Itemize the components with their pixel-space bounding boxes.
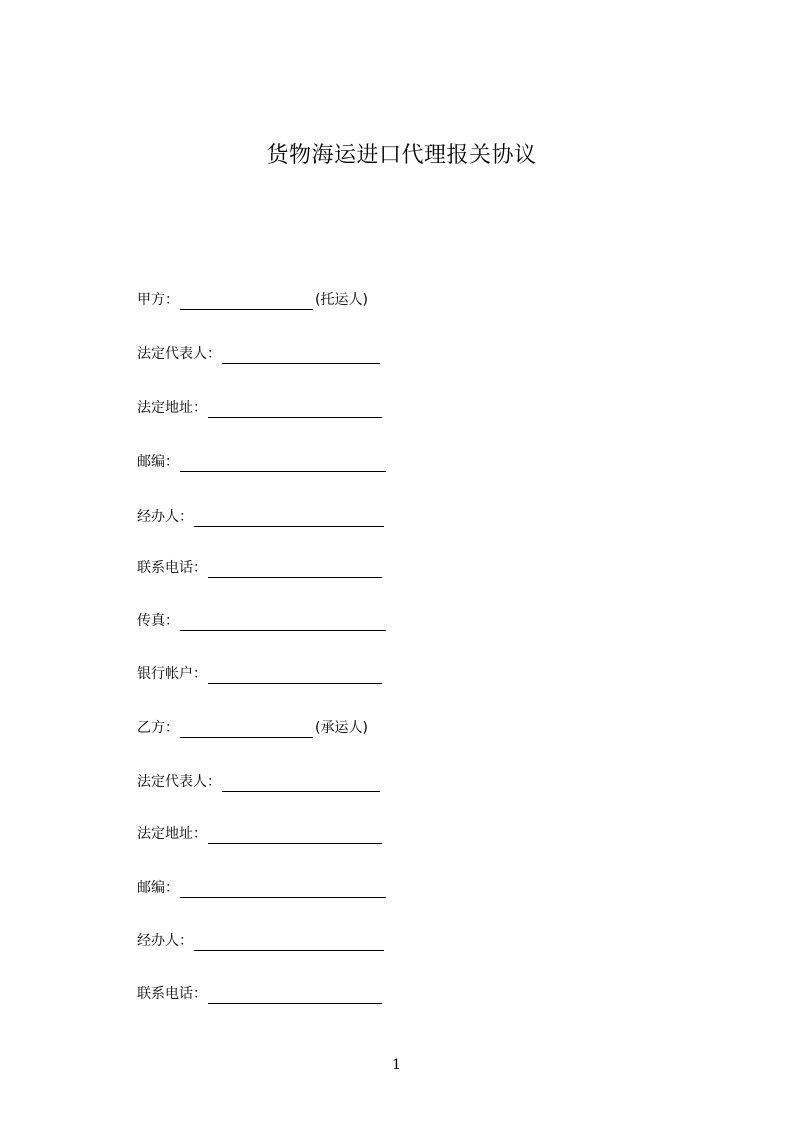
party-a-phone-label: 联系电话： [137,560,207,576]
party-b-phone-field [137,983,382,1005]
party-b-legal-rep-field [137,771,380,793]
party-a-label: 甲方： [137,292,179,308]
party-a-legal-address-blank[interactable] [208,399,382,418]
party-a-phone-blank[interactable] [208,559,382,578]
party-b-postcode-field [137,877,386,899]
party-a-agent-label: 经办人： [137,509,193,525]
party-a-postcode-field [137,451,386,473]
party-b-legal-rep-label: 法定代表人： [137,774,221,790]
party-b-label: 乙方： [137,720,179,736]
page-number: 1 [392,1057,401,1073]
party-a-bank-account-field [137,663,382,685]
party-a-agent-field [137,506,384,528]
party-a-postcode-blank[interactable] [180,453,386,472]
party-b-legal-rep-blank[interactable] [222,773,380,792]
party-a-blank[interactable] [180,291,313,310]
party-b-legal-address-blank[interactable] [208,825,382,844]
party-b-postcode-blank[interactable] [180,879,386,898]
party-b-legal-address-label: 法定地址： [137,826,207,842]
party-a-role: (托运人) [315,292,368,308]
party-b-agent-blank[interactable] [194,932,384,951]
party-a-agent-blank[interactable] [194,508,384,527]
party-b-blank[interactable] [180,719,313,738]
party-a-legal-address-field [137,397,382,419]
party-a-fax-blank[interactable] [180,612,386,631]
party-a-phone-field [137,557,382,579]
party-a-bank-account-blank[interactable] [208,665,382,684]
party-b-phone-label: 联系电话： [137,986,207,1002]
party-a-legal-rep-field [137,343,380,365]
party-b-field [137,717,368,739]
party-a-legal-rep-blank[interactable] [222,345,380,364]
party-b-phone-blank[interactable] [208,985,382,1004]
party-a-legal-address-label: 法定地址： [137,400,207,416]
party-a-postcode-label: 邮编： [137,454,179,470]
party-a-fax-label: 传真： [137,613,179,629]
party-a-fax-field [137,610,386,632]
party-b-role: (承运人) [315,720,368,736]
party-b-agent-label: 经办人： [137,933,193,949]
party-a-bank-account-label: 银行帐户： [137,666,207,682]
party-b-postcode-label: 邮编： [137,880,179,896]
party-a-legal-rep-label: 法定代表人： [137,346,221,362]
party-b-legal-address-field [137,823,382,845]
document-title: 货物海运进口代理报关协议 [266,143,537,168]
party-b-agent-field [137,930,384,952]
party-a-field [137,289,368,311]
